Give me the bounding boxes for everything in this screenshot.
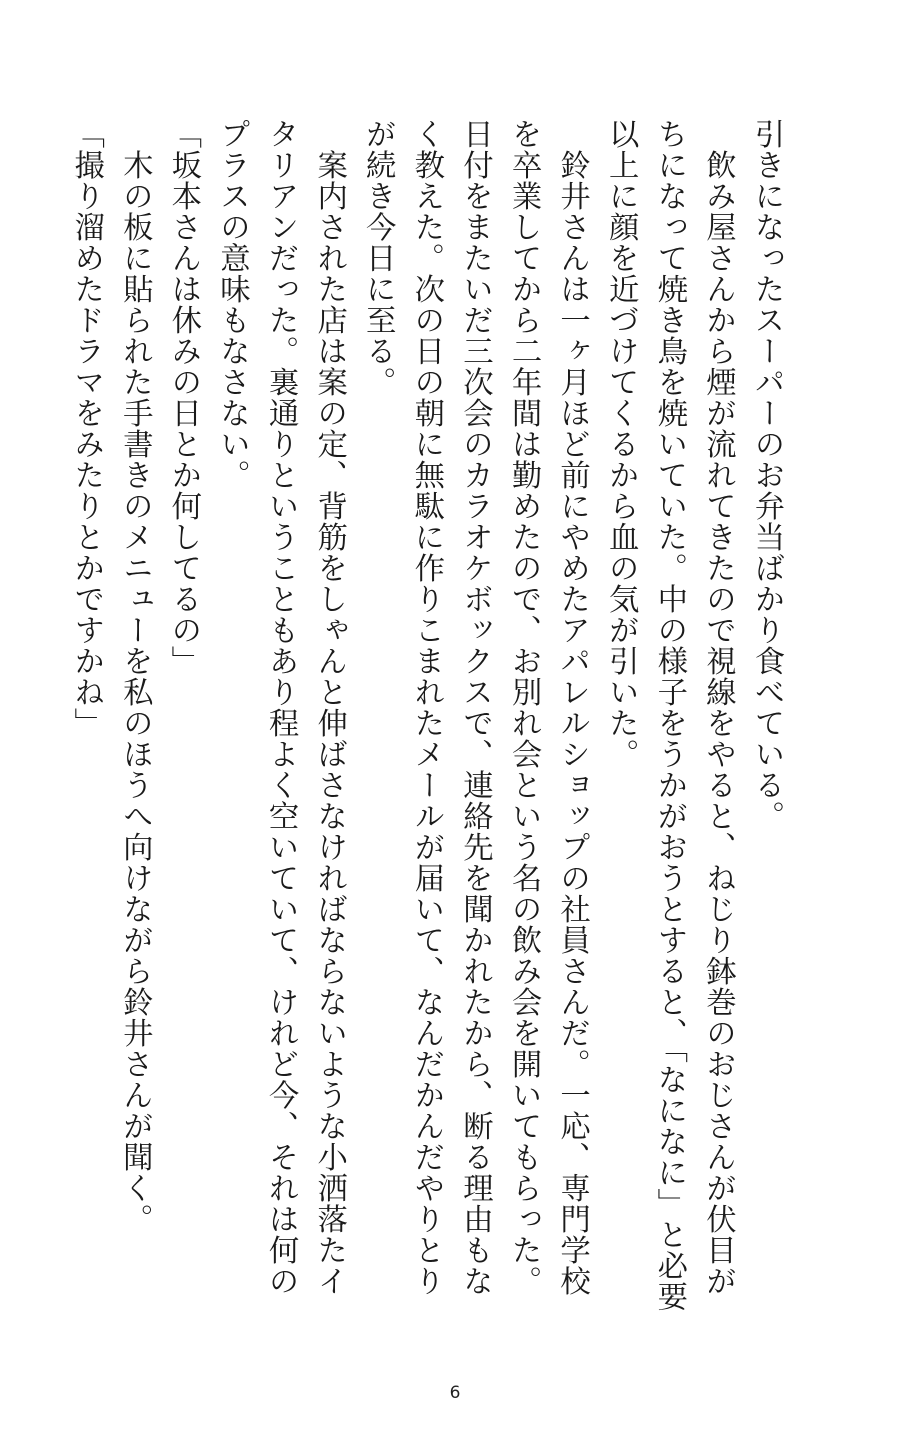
vertical-text-body <box>61 118 790 1318</box>
paragraph-1: 引きになったスーパーのお弁当ばかり食べている。 <box>749 118 784 831</box>
dialogue-1: 「坂本さんは休みの日とか何してるの」 <box>165 118 201 676</box>
dialogue-2: 「撮り溜めたドラマをみたりとかですかね」 <box>68 118 104 738</box>
paragraph-4: 案内された店は案の定、背筋をしゃんと伸ばさなければならないような小洒落たイタリアンだった。裏通りということもあり程よく空いていて、けれど今、それは何のプラスの意味もなさない。 <box>214 118 347 1296</box>
page-number: 6 <box>449 1383 461 1403</box>
paragraph-5: 木の板に貼られた手書きのメニューを私のほうへ向けながら鈴井さんが聞く。 <box>117 118 153 1234</box>
paragraph-2: 飲み屋さんから煙が流れてきたので視線をやると、ねじり鉢巻のおじさんが伏目がちになって焼き鳥を焼いていた。中の様子をうかがおうとすると、「なになに」と必要以上に顔を近づけてくるから血の気が引いた。 <box>603 118 736 1312</box>
paragraph-3: 鈴井さんは一ヶ月ほど前にやめたアパレルショップの社員さんだ。一応、専門学校を卒業してから二年間は勤めたので、お別れ会という名の飲み会を開いてもらった。日付をまたいだ三次会のカラオケボックスで、連絡先を聞かれたから、断る理由もなく教えた。次の日の朝に無駄に作りこまれたメールが届いて、なんだかんだやりとりが続き今日に至る。 <box>360 118 590 1296</box>
